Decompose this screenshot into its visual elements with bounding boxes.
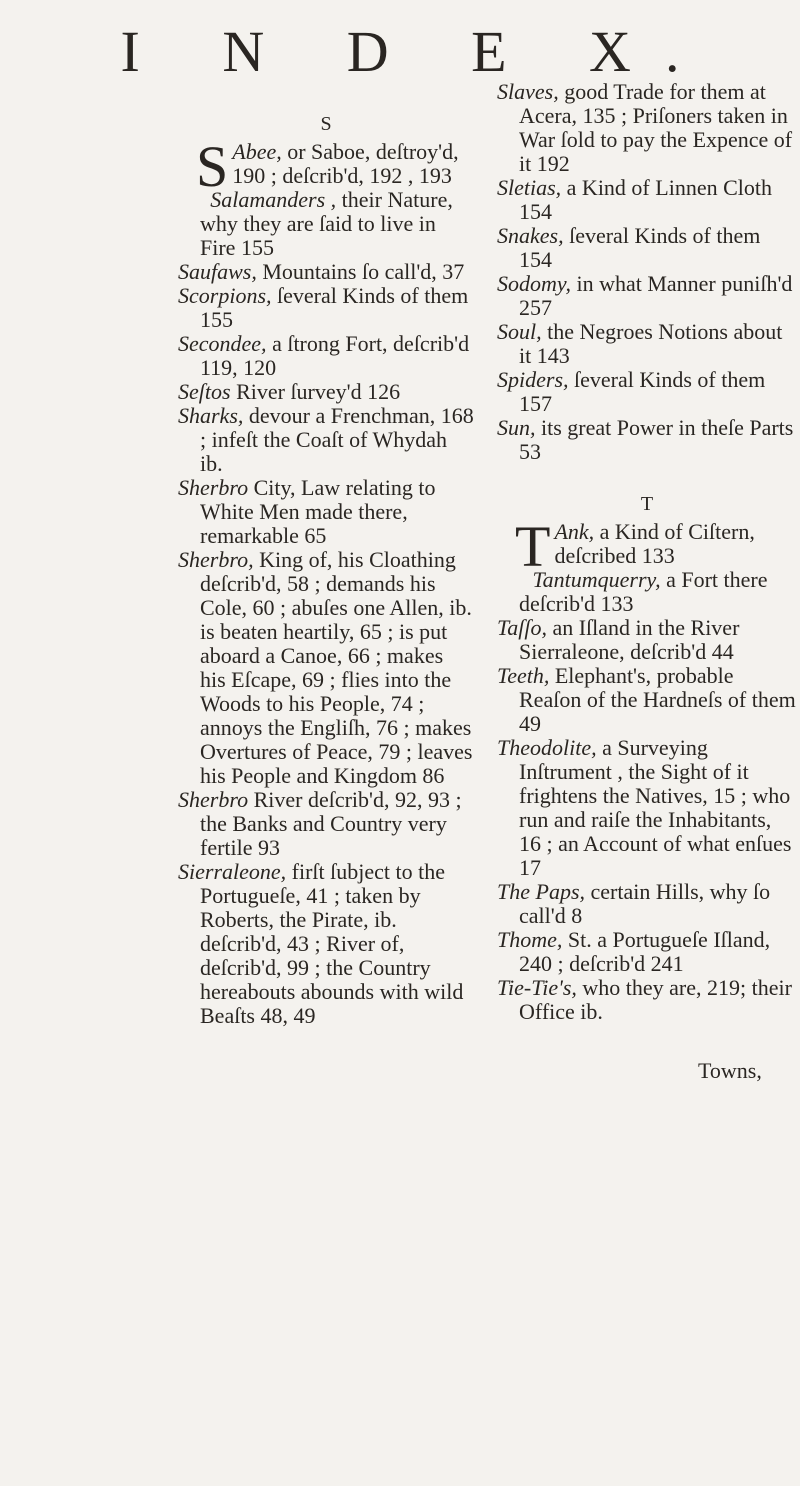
index-entry (497, 80, 797, 176)
entry-headword: Abee, (232, 139, 282, 164)
entry-text: City, Law relating to White Men made there, remarkable 65 (200, 475, 436, 548)
entry-text: Mountains ſo call'd, 37 (256, 259, 465, 284)
index-entry (497, 224, 797, 272)
entry-headword: Thome, (497, 927, 563, 952)
right-s-entries (497, 80, 797, 464)
entry-text: in what Manner puniſh'd 257 (519, 271, 793, 320)
entry-text: firſt ſubject to the Portugueſe, 41 ; taken by Roberts, the Pirate, ib. deſcrib'd, 43 ; River of, deſcrib'd, 99 ; the Country hereabouts abounds with wild Beaſts 48, 49 (200, 859, 464, 1028)
entry-headword: Theodolite, (497, 735, 597, 760)
entry-text: its great Power in theſe Parts 53 (519, 415, 794, 464)
entry-text: a Surveying Inſtrument , the Sight of it frightens the Natives, 15 ; who run and raiſe the Inhabitants, 16 ; an Account of what enſues 17 (519, 735, 792, 880)
entry-headword: Soul, (497, 319, 542, 344)
entry-headword: Secondee, (178, 331, 267, 356)
drop-cap: S (196, 134, 229, 199)
index-entry (497, 928, 797, 976)
entry-text: or Saboe, deſtroy'd, 190 ; deſcrib'd, 192 , 193 (232, 139, 459, 188)
index-entry (497, 368, 797, 416)
index-entry (497, 568, 797, 616)
entry-text: ſeveral Kinds of them 155 (200, 283, 469, 332)
entry-headword: Teeth, (497, 663, 550, 688)
entry-text: their Nature, why they are ſaid to live in Fire 155 (200, 187, 453, 260)
index-entry (497, 976, 797, 1024)
index-entry (178, 404, 474, 476)
catchword: Towns, (698, 1058, 762, 1083)
index-entry (178, 260, 474, 284)
index-entry (178, 476, 474, 548)
entry-text: devour a Frenchman, 168 ; infeſt the Coaſt of Whydah ib. (200, 403, 474, 476)
entry-headword: Sharks, (178, 403, 244, 428)
index-entry (178, 134, 474, 199)
index-entry (178, 380, 474, 404)
entry-headword: Sierraleone, (178, 859, 287, 884)
entry-text: ſeveral Kinds of them 154 (519, 223, 761, 272)
entry-headword: Sletias, (497, 175, 562, 200)
right-column (497, 80, 797, 1024)
drop-cap: T (515, 514, 551, 579)
entry-text: good Trade for them at Acera, 135 ; Priſoners taken in War ſold to pay the Expence of it 192 (519, 79, 793, 176)
entry-headword: Sherbro (178, 787, 249, 812)
index-entry (497, 514, 797, 579)
entry-headword: Sherbro (178, 475, 249, 500)
entry-headword: Tie-Tie's, (497, 975, 577, 1000)
entry-headword: Slaves, (497, 79, 559, 104)
entry-text: River ſurvey'd 126 (230, 379, 401, 404)
entry-text: River deſcrib'd, 92, 93 ; the Banks and Country very fertile 93 (200, 787, 462, 860)
left-entries (178, 134, 474, 1028)
page-header: I N D E X. (120, 19, 714, 84)
entry-text: a Kind of Ciſtern, deſcribed 133 (554, 519, 755, 568)
entry-headword: The Paps, (497, 879, 585, 904)
entry-text: who they are, 219; their Office ib. (519, 975, 792, 1024)
right-t-entries (497, 514, 797, 1024)
entry-text: the Negroes Notions about it 143 (519, 319, 783, 368)
index-entry (178, 788, 474, 860)
index-entry (178, 188, 474, 260)
index-entry (178, 860, 474, 1028)
entry-text: a Kind of Linnen Cloth 154 (519, 175, 772, 224)
left-column (178, 80, 474, 1028)
entry-headword: Snakes, (497, 223, 564, 248)
entry-headword: Ank, (554, 519, 595, 544)
entry-text: an Iſland in the River Sierraleone, deſcrib'd 44 (519, 615, 740, 664)
entry-text: King of, his Cloathing deſcrib'd, 58 ; demands his Cole, 60 ; abuſes one Allen, ib. is beaten heartily, 65 ; is put aboard a Canoe, 66 ; makes his Eſcape, 69 ; flies into the Woods to his People, 74 ; annoys the Engliſh, 76 ; makes Overtures of Peace, 79 ; leaves his People and Kingdom 86 (200, 547, 473, 788)
entry-text: a ſtrong Fort, deſcrib'd 119, 120 (200, 331, 470, 380)
index-entry (497, 176, 797, 224)
entry-headword: Sherbro, (178, 547, 254, 572)
index-entry (497, 664, 797, 736)
entry-headword: Scorpions, (178, 283, 272, 308)
entry-headword: Spiders, (497, 367, 569, 392)
entry-headword: Saufaws, (178, 259, 257, 284)
index-entry (497, 320, 797, 368)
entry-text: Elephant's, probable Reaſon of the Hardneſs of them 49 (519, 663, 796, 736)
entry-text: certain Hills, why ſo call'd 8 (519, 879, 771, 928)
entry-headword: Sodomy, (497, 271, 571, 296)
index-entry (178, 284, 474, 332)
section-letter-t: T (640, 493, 654, 515)
entry-text: St. a Portugueſe Iſland, 240 ; deſcrib'd 241 (519, 927, 771, 976)
entry-text: ſeveral Kinds of them 157 (519, 367, 766, 416)
index-entry (178, 332, 474, 380)
index-entry (497, 272, 797, 320)
entry-headword: Sun, (497, 415, 536, 440)
entry-text: a Fort there deſcrib'd 133 (519, 567, 768, 616)
entry-headword: Salamanders , (210, 187, 337, 212)
index-entry (497, 416, 797, 464)
index-entry (497, 616, 797, 664)
entry-headword: Seſtos (178, 379, 231, 404)
index-entry (497, 736, 797, 880)
entry-headword: Taſſo, (497, 615, 547, 640)
section-letter-s: S (320, 113, 332, 135)
index-entry (497, 880, 797, 928)
index-entry (178, 548, 474, 788)
entry-headword: Tantumquerry, (532, 567, 661, 592)
